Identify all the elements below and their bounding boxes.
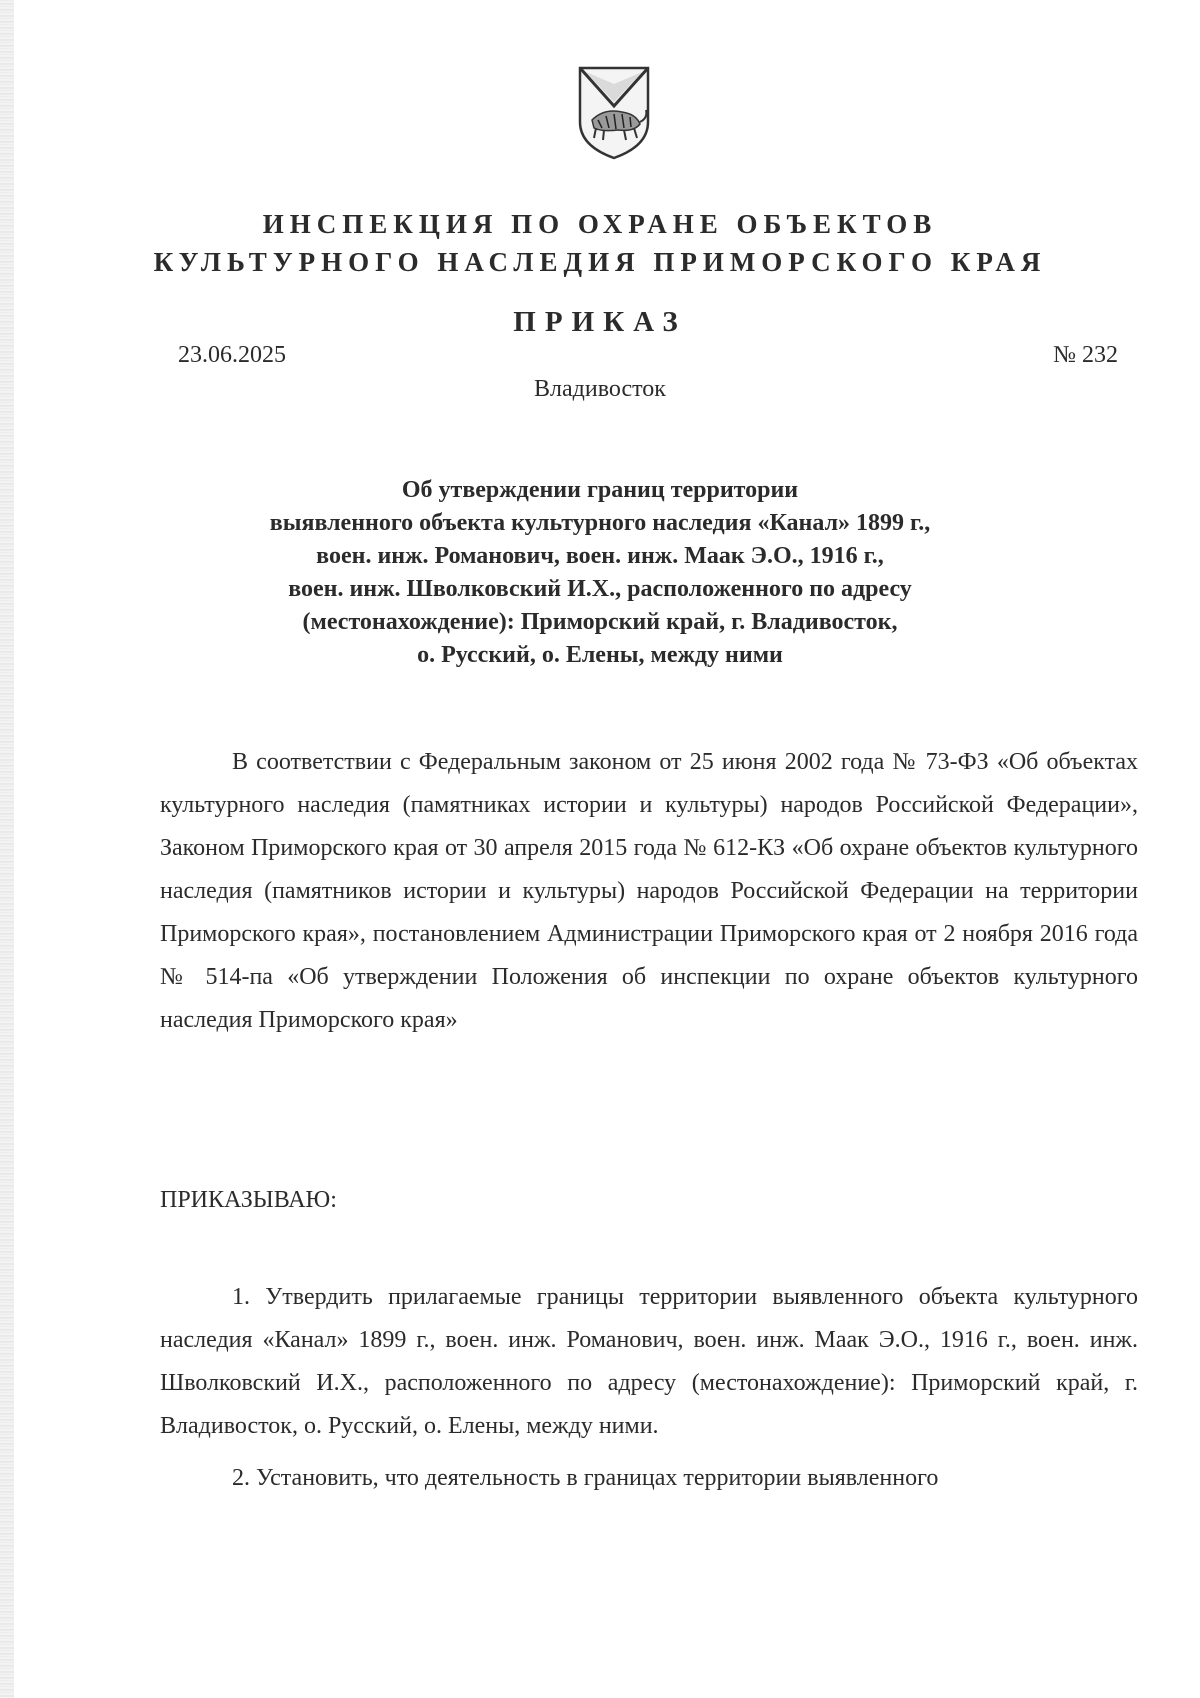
subject-line: о. Русский, о. Елены, между ними bbox=[417, 642, 783, 668]
document-subject bbox=[0, 474, 1200, 672]
order-word: ПРИКАЗЫВАЮ: bbox=[160, 1187, 337, 1213]
preamble-paragraph: В соответствии с Федеральным законом от 25 июня 2002 года № 73-ФЗ «Об объектах культурного наследия (памятниках истории и культуры) народов Российской Федерации», Законом Приморского края от 30 апреля 2015 года № 612-КЗ «Об охране объектов культурного наследия (памятников истории и культуры) народов Российской Федерации на территории Приморского края», постановлением Администрации Приморского края от 2 ноября 2016 года № 514-па «Об утверждении Положения об инспекции по охране объектов культурного наследия Приморского края» bbox=[160, 749, 1138, 1033]
document-city: Владивосток bbox=[534, 376, 666, 402]
order-item-2: 2. Установить, что деятельность в границах территории выявленного bbox=[232, 1465, 939, 1491]
document-number: № 232 bbox=[1053, 342, 1118, 368]
document-type: ПРИКАЗ bbox=[513, 306, 687, 338]
subject-line: воен. инж. Шволковский И.Х., расположенного по адресу bbox=[288, 576, 912, 602]
subject-line: (местонахождение): Приморский край, г. Владивосток, bbox=[302, 609, 898, 635]
organization-title-line-2: КУЛЬТУРНОГО НАСЛЕДИЯ ПРИМОРСКОГО КРАЯ bbox=[153, 247, 1047, 277]
organization-title-line-1: ИНСПЕКЦИЯ ПО ОХРАНЕ ОБЪЕКТОВ bbox=[262, 209, 938, 239]
document-date: 23.06.2025 bbox=[178, 342, 286, 368]
subject-line: Об утверждении границ территории bbox=[401, 477, 799, 503]
order-item-1: 1. Утвердить прилагаемые границы территории выявленного объекта культурного наследия «Канал» 1899 г., воен. инж. Романович, воен. инж. Маак Э.О., 1916 г., воен. инж. Шволковский И.Х., расположенного по адресу (местонахождение): Приморский край, г. Владивосток, о. Русский, о. Елены, между ними. bbox=[160, 1284, 1138, 1439]
subject-line: воен. инж. Романович, воен. инж. Маак Э.О., 1916 г., bbox=[316, 543, 884, 569]
organization-title bbox=[0, 205, 1200, 281]
coat-of-arms-tiger-icon bbox=[574, 62, 654, 162]
subject-line: выявленного объекта культурного наследия «Канал» 1899 г., bbox=[269, 510, 931, 536]
